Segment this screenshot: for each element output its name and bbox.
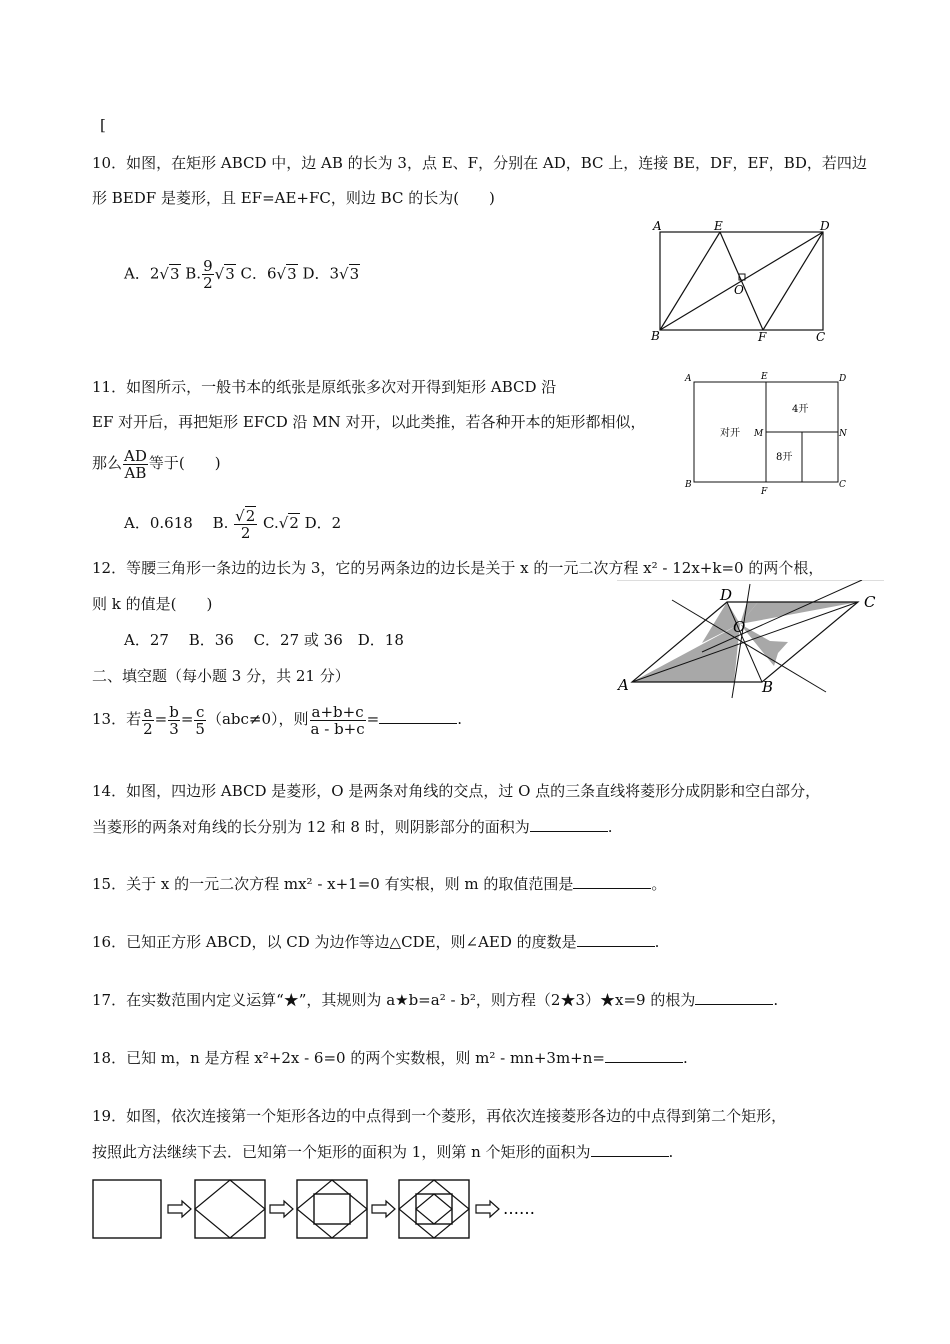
q15-text: 15．关于 x 的一元二次方程 mx² - x+1=0 有实根，则 m 的取值范围是 。 [92, 875, 667, 893]
sqrt-sign: √3 [276, 264, 297, 283]
answer-blank [591, 1142, 669, 1157]
q10-rectangle-figure [648, 218, 838, 346]
q11-option-c: C. [263, 514, 279, 532]
q12-rhombus-figure [612, 580, 884, 702]
answer-blank [379, 709, 457, 724]
q17-text: 17．在实数范围内定义运算“★”，其规则为 a★b=a² - b²，则方程（2★3）★x=9 的根为 . [92, 991, 779, 1009]
sqrt-sign: √3 [214, 264, 235, 283]
q16-text: 16．已知正方形 ABCD，以 CD 为边作等边△CDE，则∠AED 的度数是 . [92, 933, 660, 951]
answer-blank [530, 817, 608, 832]
label-a: A [618, 676, 629, 694]
q19-sequence-figure [90, 1176, 560, 1242]
label-d: D [820, 219, 830, 233]
label-quarter: 4开 [792, 404, 809, 415]
label-eighth: 8开 [776, 452, 793, 463]
label-e: E [714, 219, 723, 233]
q11-options [124, 506, 341, 541]
q19-text-line1: 19．如图，依次连接第一个矩形各边的中点得到一个菱形，再依次连接菱形各边的中点得到第二个矩形， [92, 1107, 787, 1125]
fraction: $\frac{c}{5}$ [195, 702, 205, 738]
fraction: $\frac{a}{2}$ [143, 702, 153, 738]
q12-text-line1: 12．等腰三角形一条边的边长为 3，它的另两条边的边长是关于 x 的一元二次方程 x² - 12x+k=0 的两个根， [92, 559, 824, 577]
q11-option-d: D．2 [304, 514, 342, 532]
q10-option-a: A．2 [124, 264, 160, 283]
q11-option-b: B. [212, 514, 229, 532]
fraction: $\frac{√2}{2}$ [235, 506, 256, 542]
q18-text: 18．已知 m，n 是方程 x²+2x - 6=0 的两个实数根，则 m² - mn+3m+n= . [92, 1049, 688, 1067]
answer-blank [573, 874, 651, 889]
label-a: A [685, 374, 692, 384]
sqrt-sign: √3 [159, 264, 180, 283]
label-d: D [839, 374, 847, 384]
q10-text-line2: 形 BEDF 是菱形，且 EF=AE+FC，则边 BC 的长为( ) [92, 189, 495, 207]
q11-paper-figure [682, 370, 850, 496]
label-f: F [758, 330, 767, 344]
label-n: N [839, 429, 847, 439]
label-o: O [733, 618, 746, 636]
q10-option-d: D．3 [302, 264, 340, 283]
answer-blank [577, 932, 655, 947]
label-half: 对开 [720, 428, 740, 439]
fraction: $\frac{AD}{AB}$ [124, 446, 147, 482]
fraction: $\frac{b}{3}$ [169, 702, 179, 738]
label-a: A [653, 219, 662, 233]
fraction: $\frac{a+b+c}{a - b+c}$ [310, 702, 365, 738]
sqrt-sign: √3 [339, 264, 360, 283]
q14-text-line1: 14．如图，四边形 ABCD 是菱形，O 是两条对角线的交点，过 O 点的三条直线将菱形分成阴影和空白部分， [92, 782, 821, 800]
answer-blank [605, 1048, 683, 1063]
q11-text-line3: 那么 $\frac{AD}{AB}$ 等于( ) [92, 446, 221, 482]
label-c: C [864, 593, 876, 611]
arrow-icon [476, 1201, 499, 1217]
sqrt-sign: √2 [278, 514, 299, 532]
q11-text-line1: 11．如图所示，一般书本的纸张是原纸张多次对开得到矩形 ABCD 沿 [92, 378, 557, 396]
q10-option-c: C．6 [240, 264, 277, 283]
label-b: B [762, 678, 774, 696]
label-b: B [651, 329, 660, 343]
q14-text-line2: 当菱形的两条对角线的长分别为 12 和 8 时，则阴影部分的面积为 . [92, 818, 613, 836]
q10-options [124, 258, 360, 291]
q19-text-line2: 按照此方法继续下去．已知第一个矩形的面积为 1，则第 n 个矩形的面积为 . [92, 1143, 674, 1161]
arrow-icon [372, 1201, 395, 1217]
q12-options: A．27 B．36 C．27 或 36 D．18 [124, 631, 404, 649]
label-o: O [734, 283, 744, 297]
label-c: C [839, 480, 846, 490]
section-heading-fill-blank: 二、填空题（每小题 3 分，共 21 分） [92, 667, 350, 685]
label-f: F [761, 487, 768, 496]
fraction: $\frac{9}{2}$ [203, 257, 213, 292]
arrow-icon [168, 1201, 191, 1217]
arrow-icon [270, 1201, 293, 1217]
ellipsis: …… [503, 1199, 535, 1218]
q11-text-line2: EF 对开后，再把矩形 EFCD 沿 MN 对开，以此类推，若各种开本的矩形都相似， [92, 413, 646, 431]
label-e: E [761, 372, 768, 382]
q11-option-a: A．0.618 [124, 514, 193, 532]
page-bracket: [ [100, 116, 106, 134]
label-m: M [754, 429, 764, 439]
q10-text-line1: 10．如图，在矩形 ABCD 中，边 AB 的长为 3，点 E、F，分别在 AD，BC 上，连接 BE，DF，EF，BD，若四边 [92, 154, 867, 172]
q13-text: 13．若 $\frac{a}{2}$ = $\frac{b}{3}$ = $\frac{c}{5}$ （abc≠0），则 $\frac{a+b+c}{a - b+c}$ = . [92, 702, 462, 738]
label-c: C [816, 330, 826, 344]
q12-text-line2: 则 k 的值是( ) [92, 595, 213, 613]
q10-option-b: B. [185, 264, 202, 283]
label-b: B [685, 480, 692, 490]
label-d: D [720, 586, 733, 604]
answer-blank [695, 990, 773, 1005]
